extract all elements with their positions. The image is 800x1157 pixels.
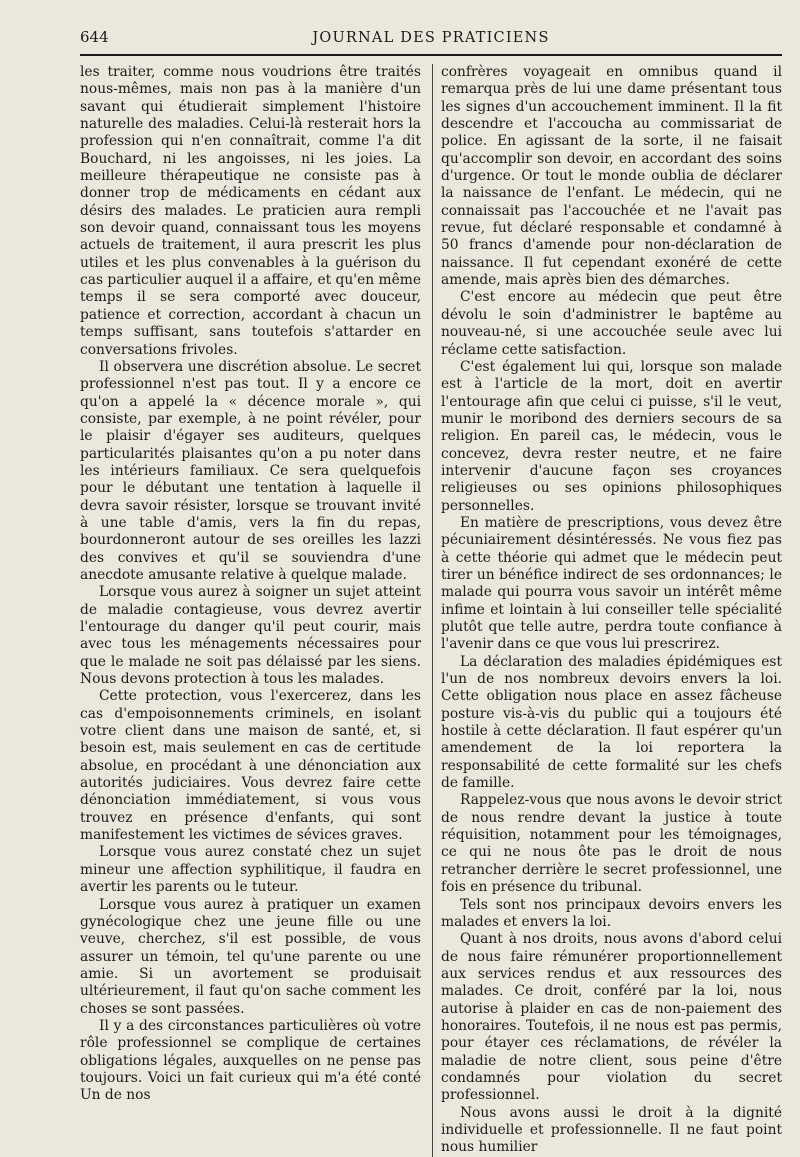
paragraph: les traiter, comme nous voudrions être traités nous-mêmes, mais non pas à la manière d'un savant qui étudierait simplement l'histoire naturelle des maladies. Celui-là resterait hors la profession qui n'en connaîtrait, comme l'a dit Bouchard, ni les angoisses, ni les joies. La meilleure thérapeutique ne consiste pas à donner trop de médicaments en cédant aux désirs des malades. Le praticien aura rempli son devoir quand, connaissant tous les moyens actuels de traitement, il aura prescrit les plus utiles et les plus convenables à la guérison du cas particulier auquel il a affaire, et qu'en même temps il se sera comporté avec douceur, patience et correction, accordant à chacun un temps suffisant, sans toutefois s'attarder en conversations frivoles.	[80, 64, 422, 358]
paragraph: Lorsque vous aurez constaté chez un sujet mineur une affection syphilitique, il faudra en avertir les parents ou le tuteur.	[80, 844, 422, 896]
paragraph: Lorsque vous aurez à soigner un sujet atteint de maladie contagieuse, vous devrez avertir l'entourage du danger qu'il peut courir, mais avec tous les ménagements nécessaires pour que le malade ne soit pas délaissé par les siens. Nous devons protection à tous les malades.	[80, 584, 422, 688]
text-columns	[80, 64, 782, 1157]
paragraph: C'est également lui qui, lorsque son malade est à l'article de la mort, doit en avertir l'entourage afin que celui ci puisse, s'il le veut, munir le moribond des derniers secours de sa religion. En pareil cas, le médecin, vous le concevez, devra rester neutre, et ne faire intervenir d'aucune façon ses croyances religieuses ou ses opinions philosophiques personnelles.	[440, 358, 782, 514]
paragraph: La déclaration des maladies épidémiques est l'un de nos nombreux devoirs envers la loi. Cette obligation nous place en assez fâcheuse posture vis-à-vis du public qui a toujours été hostile à cette déclaration. Il faut espérer qu'un amendement de la loi reportera la responsabilité de cette formalité sur les chefs de famille.	[440, 653, 782, 792]
paragraph: Il observera une discrétion absolue. Le secret professionnel n'est pas tout. Il y a encore ce qu'on a appelé la « décence morale », qui consiste, par exemple, à ne point révéler, pour le plaisir d'égayer ses auditeurs, quelques particularités plaisantes qu'on a pu noter dans les intérieurs familiaux. Ce sera quelquefois pour le débutant une tentation à laquelle il devra savoir résister, lorsque se trouvant invité à une table d'amis, vers la fin du repas, bourdonneront autour de ses oreilles les lazzi des convives et qu'il se souviendra d'une anecdote amusante relative à quelque malade.	[80, 358, 422, 583]
right-column	[441, 64, 782, 1157]
column-divider	[432, 64, 433, 1157]
paragraph: Tels sont nos principaux devoirs envers les malades et envers la loi.	[440, 896, 782, 930]
paragraph: Quant à nos droits, nous avons d'abord celui de nous faire rémunérer proportionnellement aux services rendus et aux ressources des malades. Ce droit, conféré par la loi, nous autorise à plaider en cas de non-paiement des honoraires. Toutefois, il ne nous est pas permis, pour étayer ces réclamations, de révéler la maladie de notre client, sous peine d'être condamnés pour violation du secret professionnel.	[440, 931, 782, 1104]
running-head	[80, 28, 782, 54]
paragraph: Il y a des circonstances particulières où votre rôle professionnel se complique de certaines obligations légales, auxquelles on ne pense pas toujours. Voici un fait curieux qui m'a été conté Un de nos	[80, 1017, 422, 1104]
journal-title: JOURNAL DES PRATICIENS	[312, 30, 550, 46]
paragraph: confrères voyageait en omnibus quand il remarqua près de lui une dame présentant tous les signes d'un accouchement imminent. Il la fit descendre et l'accoucha au commissariat de police. En agissant de la sorte, il ne faisait qu'accomplir son devoir, en accordant des soins d'urgence. Or tout le monde oublia de déclarer la naissance de l'enfant. Le médecin, qui ne connaissait pas l'accouchée et ne l'avait pas revue, fut déclaré responsable et condamné à 50 francs d'amende pour non-déclaration de naissance. Il fut cependant exonéré de cette amende, mais après bien des démarches.	[440, 64, 782, 289]
paragraph: Lorsque vous aurez à pratiquer un examen gynécologique chez une jeune fille ou une veuve, cherchez, s'il est possible, de vous assurer un témoin, tel qu'une parente ou une amie. Si un avortement se produisait ultérieurement, il faut qu'on sache comment les choses se sont passées.	[80, 896, 422, 1017]
left-column	[80, 64, 421, 1105]
page-number: 644	[80, 28, 109, 46]
paragraph: Nous avons aussi le droit à la dignité individuelle et professionnelle. Il ne faut point nous humilier	[440, 1104, 782, 1156]
paragraph: Cette protection, vous l'exercerez, dans les cas d'empoisonnements criminels, en isolant votre client dans une maison de santé, et, si besoin est, mais seulement en cas de certitude absolue, en procédant à une dénonciation aux autorités judiciaires. Vous devrez faire cette dénonciation immédiatement, si vous vous trouvez en présence d'enfants, qui sont manifestement les victimes de sévices graves.	[80, 688, 422, 844]
paragraph: Rappelez-vous que nous avons le devoir strict de nous rendre devant la justice à toute réquisition, notamment pour les témoignages, ce qui ne nous ôte pas le droit de nous retrancher derrière le secret professionnel, une fois en présence du tribunal.	[440, 792, 782, 896]
paragraph: En matière de prescriptions, vous devez être pécuniairement désintéressés. Ne vous fiez pas à cette théorie qui admet que le médecin peut tirer un bénéfice indirect de ses ordonnances; le malade qui pourra vous savoir un intérêt même infime et lointain à lui conseiller telle spécialité plutôt que telle autre, perdra toute confiance à l'avenir dans ce que vous lui prescrirez.	[440, 514, 782, 653]
paragraph: C'est encore au médecin que peut être dévolu le soin d'administrer le baptême au nouveau-né, si une accouchée seule avec lui réclame cette satisfaction.	[440, 289, 782, 358]
header-rule	[80, 54, 782, 56]
